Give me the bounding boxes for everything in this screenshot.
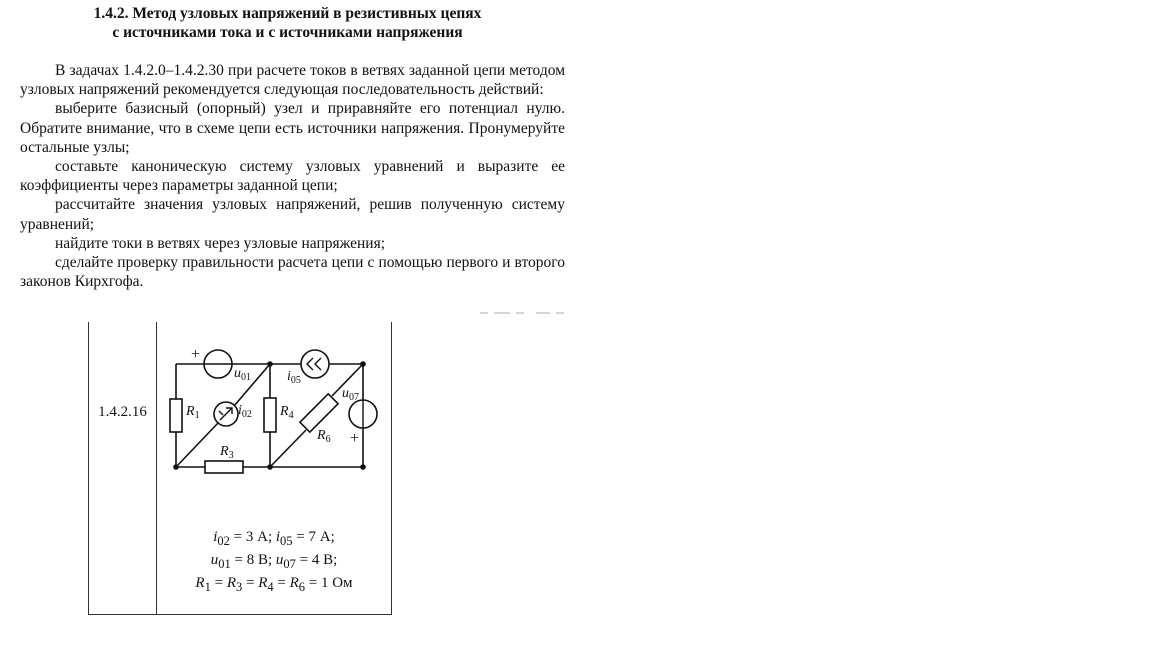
node-bottom-middle: [267, 464, 273, 470]
paragraph-step-3: рассчитайте значения узловых напряжений, решив полученную систему уравнений;: [20, 196, 565, 233]
label-r1: $R_1$: [186, 404, 200, 421]
instructions: [20, 61, 565, 291]
node-top-middle: [267, 361, 273, 367]
u01-plus-sign: +: [191, 346, 201, 363]
paragraph-step-2: составьте каноническую систему узловых уравнений и выразите ее коэффициенты через параметры заданной цепи;: [20, 158, 565, 195]
section-heading: [20, 4, 565, 42]
label-i05: $i_{05}$: [287, 369, 301, 386]
label-u07: $u_{07}$: [342, 386, 359, 403]
label-r3: $R_3$: [220, 444, 234, 461]
label-r6: $R_6$: [317, 428, 331, 445]
params-line-resistances: $R_1 = R_3 = R_4 = R_6 = 1$ Ом: [195, 575, 353, 594]
document-page: [20, 4, 565, 291]
paragraph-step-5: сделайте проверку правильности расчета цепи с помощью первого и второго законов Кирхгофа.: [20, 254, 565, 291]
label-r4: $R_4$: [280, 404, 294, 421]
task-parameters: [157, 528, 391, 597]
node-bottom-right: [360, 464, 366, 470]
task-table: [88, 322, 392, 615]
u07-plus-sign: +: [350, 430, 360, 447]
task-number: 1.4.2.16: [98, 404, 147, 420]
heading-line-1: 1.4.2. Метод узловых напряжений в резистивных цепях: [93, 5, 482, 22]
resistor-r6: [300, 394, 338, 432]
params-line-voltages: $u_{01} = 8$ В; $u_{07} = 4$ В;: [210, 552, 338, 571]
paragraph-step-1: выберите базисный (опорный) узел и приравняйте его потенциал нулю. Обратите внимание, что в схеме цепи есть источники напряжения. Пронумеруйте остальные узлы;: [20, 100, 565, 156]
label-i02: $i_{02}$: [238, 403, 252, 420]
resistor-r3: [205, 461, 243, 473]
node-top-right: [360, 361, 366, 367]
node-bottom-left: [173, 464, 179, 470]
label-u01: $u_{01}$: [234, 366, 251, 383]
params-line-currents: $i_{02} = 3$ А; $i_{05} = 7$ А;: [213, 529, 335, 548]
paragraph-step-4: найдите токи в ветвях через узловые напряжения;: [55, 234, 386, 252]
clipped-text-fragment: [480, 311, 565, 315]
resistor-r4: [264, 398, 276, 432]
circuit-diagram: [157, 322, 391, 522]
heading-line-2: с источниками тока и с источниками напряжения: [112, 24, 463, 41]
resistor-r1: [170, 399, 182, 432]
paragraph-intro: В задачах 1.4.2.0–1.4.2.30 при расчете токов в ветвях заданной цепи методом узловых напряжений рекомендуется следующая последовательность действий:: [20, 62, 565, 99]
